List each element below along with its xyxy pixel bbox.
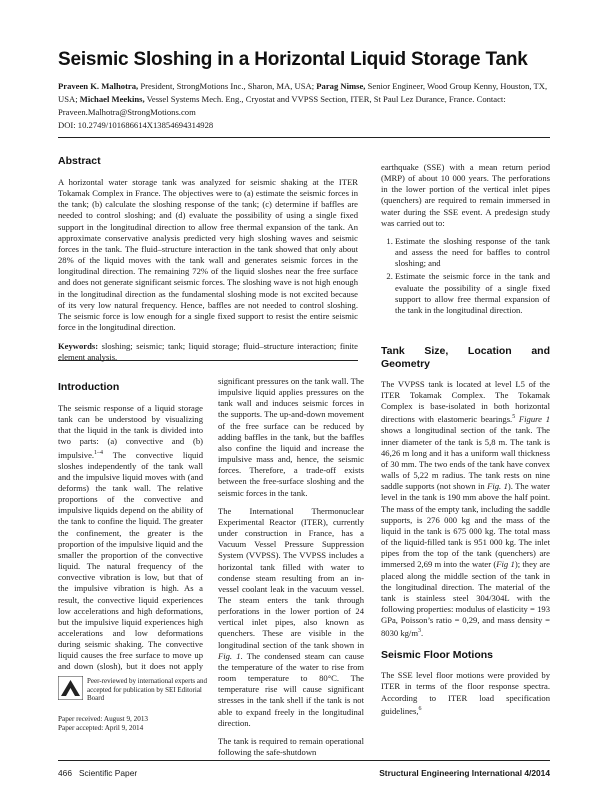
figure-ref: Fig 1 [496, 559, 515, 570]
paper-dates [58, 715, 258, 733]
column-3-top [381, 162, 550, 318]
article-type: Scientific Paper [78, 768, 138, 778]
figure-ref: Fig. 1 [218, 650, 241, 661]
doi: DOI: 10.2749/101686614X13854694314928 [58, 120, 214, 131]
col2-paragraph-2 [218, 506, 364, 729]
col2-paragraph-1: significant pressures on the tank wall. The impulsive liquid applies pressures on the tank wall and induces seismic forces in the supports. The up-and-down movement of the free surface can be reduced by adding baffles in the tank, but the baffles also confine the liquid and increase the impulsive mass and, hence, the seismic forces. Therefore, a trade-off exists between the free-surface sloshing and the seismic forces in the tank. [218, 376, 364, 498]
footer-rule [58, 760, 550, 761]
introduction-heading: Introduction [58, 381, 120, 393]
abstract-heading: Abstract [58, 155, 101, 167]
intro-text-b: The convective liquid sloshes independently of the tank wall and the impulsive liquid moves with (and deforms) the tank wall. The relative proportions of the convective and impulsive liquids depend on the ability of the tank to confine the liquid. The greater the confinement, the greater is the proportion of the impulsive liquid and the smaller the proportion of the convective liquid. The natural frequency of the convective vibration is low, but that of the impulsive vibration is high. As a result, the convective liquid experiences low accelerations and high deformations, but the impulsive liquid experiences high accelerations and low deformations during seismic shaking. The convective liquid causes the free surface to move up and down (slosh), but it does not apply [58, 449, 203, 672]
peer-review-note: Peer-reviewed by international experts and accepted for publication by SEI Editorial Board [87, 677, 207, 703]
author-2: Parag Nimse, [316, 81, 366, 91]
author-3: Michael Meekins, [79, 94, 145, 105]
introduction-paragraph [58, 403, 203, 684]
geom-citation: 5 [512, 414, 516, 421]
objective-2: 2. Estimate the seismic force in the tank and evaluate the possibility of a single fixed support to allow free thermal expansion of the tank in the longitudinal direction. [395, 271, 550, 316]
paper-accepted: Paper accepted: April 9, 2014 [58, 724, 144, 732]
author-1: Praveen K. Malhotra, [58, 81, 139, 91]
floor-citation: 6 [418, 705, 422, 712]
col2-paragraph-3: The tank is required to remain operational following the safe-shutdown [218, 735, 364, 757]
keywords-label: Keywords: [58, 341, 99, 352]
objectives-list [381, 236, 550, 316]
tank-geometry-heading: Tank Size, Location and Geometry [381, 345, 550, 370]
introduction-section [58, 381, 203, 684]
paper-received: Paper received: August 9, 2013 [58, 715, 149, 723]
geom-text-c: ). The water level in the tank is 190 mm above the half point. The mass of the empty tank, including the saddle supports, is 276 000 kg and the mass of the liquid in the tank is 675 000 kg. The total mass of the liquid-filled tank is 951 000 kg. The inlet pipes from the top of the tank (quenchers) are immersed 2,69 m into the water ( [381, 481, 551, 570]
author-block [58, 80, 558, 132]
author-3-affiliation: Vessel Systems Mech. Eng., Cryostat and VVPSS Section, ITER, St Paul Lez Durance, France. Contact: Praveen.Malhotra@StrongMotions.com [58, 94, 506, 118]
abstract-section [58, 155, 358, 364]
paper-title: Seismic Sloshing in a Horizontal Liquid Storage Tank [58, 49, 528, 70]
figure-ref: Figure 1 [518, 414, 550, 425]
column-3 [381, 345, 550, 717]
author-2-affiliation: Senior Engineer, Wood Group Kenny, Houston, TX, USA; [58, 81, 548, 105]
floor-text: The SSE level floor motions were provided by ITER in terms of the floor response spectra. According to ITER load specification guidelines, [381, 670, 550, 716]
abstract-body: A horizontal water storage tank was analyzed for seismic shaking at the ITER Tokamak Complex in France. The objectives were to (a) estimate the seismic forces in the tank; (b) calculate the sloshing response of the tank; (c) determine if baffles are needed to control sloshing; and (d) evaluate the possibility of using a single fixed support in the longitudinal direction to allow free thermal expansion of the tank. An approximate conservative analysis predicted very high sloshing waves and seismic forces in the tank. The fluid–structure interaction in the tank showed that only about 28% of the liquid moves with the tank wall and generates seismic forces in the longitudinal direction. The remaining 72% of the liquid sloshes near the free surface and does not generate significant seismic forces. The sloshing wave is not high enough in the longitudinal direction as the fundamental sloshing mode is not excited because of its very low natural frequency. Hence, baffles are not needed to control sloshing. The seismic force is low enough for a single fixed support to resist the entire seismic force in the longitudinal direction. [58, 177, 358, 333]
intro-text-a: The seismic response of a liquid storage tank can be understood by visualizing that the liquid in the tank is divided into two parts: (a) convective and (b) impulsive. [58, 403, 203, 460]
floor-motions-paragraph [381, 670, 550, 716]
col3-top-paragraph: earthquake (SSE) with a mean return period (MRP) of about 10 000 years. The perforations in the lower portion of the vertical inlet pipes (quenchers) are required to remain immersed in water during the SSE event. A predesign study was carried out to: [381, 162, 550, 228]
journal-name: Structural Engineering International 4/2014 [379, 768, 550, 778]
sei-logo-icon [58, 676, 83, 700]
keywords-text: sloshing; seismic; tank; liquid storage; fluid–structure interaction; finite element analysis. [58, 341, 358, 363]
title-rule [58, 137, 550, 138]
objective-1: 1. Estimate the sloshing response of the tank and assess the need for baffles to control sloshing; and [395, 236, 550, 269]
page-number: 466 [58, 768, 72, 778]
geom-text-d: ); they are placed along the middle section of the tank in the longitudinal direction. The material of the tank is stainless steel 304/304L with the following properties: modulus of elasticity = 193 GPa, Poisson’s ratio = 0,29, and mass density = 8030 kg/m [381, 559, 550, 639]
floor-motions-heading: Seismic Floor Motions [381, 649, 494, 662]
geom-text-a: The VVPSS tank is located at level L5 of the ITER Tokamak Complex. The Tokamak Complex is base-isolated in both horizontal directions with elastomeric bearings. [381, 379, 550, 425]
col2-p2-text-b: . The condensed steam can cause the temperature of the water to rise from room temperature to 80°C. The temperature rise will cause significant stresses in the tank shell if the tank is not able to expand freely in the longitudinal direction. [218, 650, 364, 728]
abstract-rule [58, 360, 358, 361]
geom-text-b: shows a longitudinal section of the tank. The inner diameter of the tank is 5,8 m. The tank is 46,26 m long and it has a uniform wall thickness of 30 mm. The two ends of the tank have convex walls of 5,22 m radius. The tank rests on nine saddle supports (not shown in [381, 425, 550, 492]
page-footer [58, 768, 550, 778]
author-1-affiliation: President, StrongMotions Inc., Sharon, MA, USA; [138, 81, 317, 91]
superscript: 3 [418, 628, 422, 635]
tank-geometry-paragraph: The VVPSS tank is located at level L5 of the ITER Tokamak Complex. The Tokamak Complex is base-isolated in both horizontal directions with elastomeric bearings.$^5$ Figure 1 shows a longitudinal section of the tank. The inner diameter of the tank is 5,8 m. The tank is 46,26 m long and it has a uniform wall thickness of 30 mm. The two ends of the tank have convex walls of 5,22 m radius. The tank rests on nine saddle supports (not shown in Fig. 1). The water level in the tank is 190 mm above the half point. The mass of the empty tank, including the saddle supports, is 276 000 kg and the mass of the liquid in the tank is 675 000 kg. The total mass of the liquid-filled tank is 951 000 kg. The inlet pipes from the top of the tank (quenchers) are immersed 2,69 m into the water (Fig 1); they are placed along the middle section of the tank in the longitudinal direction. The material of the tank is stainless steel 304/304L with the following properties: modulus of elasticity = 193 GPa, Poisson’s ratio = 0,29, and mass density = 8030 $kg/m^3$. [381, 379, 551, 639]
column-2 [218, 376, 364, 758]
col2-p2-text-a: The International Thermonuclear Experimental Reactor (ITER), currently under construction in France, has a Vacuum Vessel Pressure Suppression System (VVPSS). The VVPSS includes a horizontal tank filled with water to condense steam resulting from an in-vessel coolant leak in the vacuum vessel. The steam enters the tank through perforations in the lower portion of 24 vertical inlet pipes, also known as quenchers. These are visible in the longitudinal section of the tank shown in [218, 505, 364, 650]
intro-citation: 1–4 [94, 449, 104, 456]
figure-ref: Fig. 1 [487, 481, 508, 492]
